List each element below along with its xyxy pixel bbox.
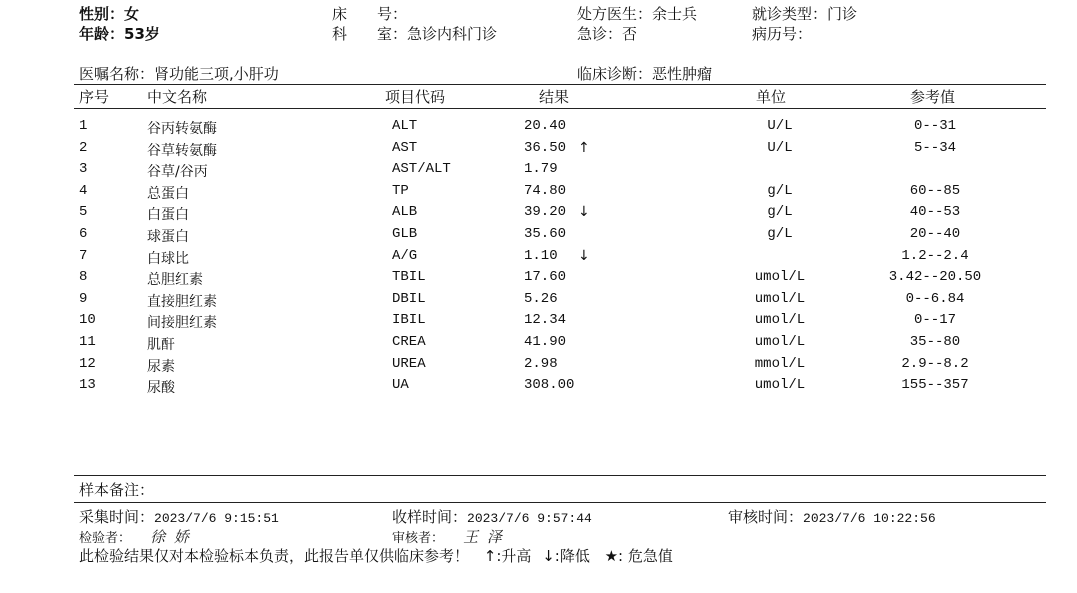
row-no: 4 — [79, 182, 88, 199]
bed-label: 床 号： — [332, 5, 408, 23]
row-name: 尿酸 — [147, 380, 175, 397]
row-ref: 155--357 — [901, 377, 969, 394]
row-unit: g/L — [767, 182, 793, 199]
row-result: 36.50 — [524, 139, 567, 156]
row-unit: umol/L — [754, 269, 806, 286]
row-no: 10 — [79, 312, 96, 329]
disclaimer-text: 此检验结果仅对本检验标本负责，此报告单仅供临床参考！ — [79, 547, 470, 565]
row-name: 谷草/谷丙 — [147, 164, 208, 181]
row-ref: 35--80 — [909, 334, 961, 350]
row-result: 1.79 — [524, 161, 558, 178]
footer-top-rule — [74, 475, 1046, 476]
row-unit: umol/L — [754, 290, 806, 307]
age-value: 53岁 — [124, 25, 160, 43]
row-code: GLB — [392, 226, 418, 242]
row-code: A/G — [392, 247, 418, 264]
row-unit: umol/L — [754, 312, 806, 329]
col-header-ref: 参考值 — [910, 88, 956, 106]
row-name: 谷丙转氨酶 — [147, 121, 217, 137]
sample-note-label: 样本备注： — [79, 481, 155, 499]
row-code: ALB — [392, 204, 418, 221]
row-name: 总胆红素 — [147, 272, 203, 289]
row-flag: ↓ — [578, 247, 590, 264]
row-code: DBIL — [392, 290, 426, 307]
row-ref: 5--34 — [913, 139, 956, 156]
record-no-label: 病历号： — [752, 25, 813, 43]
urgent-value: 否 — [622, 25, 638, 43]
reviewer-label: 审核者： — [392, 531, 445, 546]
sex-value: 女 — [124, 5, 140, 23]
visit-type-label: 就诊类型： — [752, 5, 828, 23]
row-result: 35.60 — [524, 226, 567, 242]
visit-type-value: 门诊 — [827, 5, 858, 23]
visit-type-field — [752, 3, 857, 24]
col-header-code: 项目代码 — [385, 88, 446, 106]
row-flag: ↑ — [578, 139, 590, 156]
row-name: 尿素 — [147, 358, 175, 375]
row-no: 3 — [79, 161, 88, 178]
row-result: 12.34 — [524, 312, 567, 329]
doctor-label: 处方医生： — [577, 5, 653, 23]
row-no: 13 — [79, 377, 96, 394]
row-code: ALT — [392, 118, 418, 134]
dept-field — [332, 23, 497, 44]
row-name: 白球比 — [147, 250, 189, 267]
row-unit: umol/L — [754, 334, 806, 350]
disclaimer-line — [79, 545, 673, 566]
row-ref: 0--6.84 — [905, 290, 965, 307]
row-result: 39.20 — [524, 204, 567, 221]
row-ref: 40--53 — [909, 204, 961, 221]
row-no: 2 — [79, 139, 88, 156]
row-unit: g/L — [767, 226, 793, 242]
dept-label: 科 室： — [332, 25, 408, 43]
row-code: IBIL — [392, 312, 426, 329]
row-result: 2.98 — [524, 355, 558, 372]
footer-mid-rule — [74, 502, 1046, 503]
row-ref: 1.2--2.4 — [901, 247, 969, 264]
table-header-rule — [74, 108, 1046, 109]
doctor-value: 余士兵 — [652, 5, 698, 23]
order-label: 医嘱名称： — [79, 65, 155, 83]
legend-star: ★: 危急值 — [604, 547, 673, 565]
row-result: 308.00 — [524, 377, 575, 394]
sex-field — [79, 3, 139, 24]
tester-field — [79, 526, 191, 547]
review-time-value: 2023/7/6 10:22:56 — [803, 511, 936, 526]
doctor-field — [577, 3, 697, 24]
row-unit: U/L — [767, 139, 793, 156]
row-unit: umol/L — [754, 377, 806, 394]
row-ref: 0--31 — [913, 118, 956, 134]
row-ref: 2.9--8.2 — [901, 355, 969, 372]
review-time-field — [728, 506, 936, 527]
row-no: 5 — [79, 204, 88, 221]
collect-time-value: 2023/7/6 9:15:51 — [154, 511, 279, 526]
row-unit: mmol/L — [754, 355, 806, 372]
row-unit: g/L — [767, 204, 793, 221]
col-header-name: 中文名称 — [147, 88, 208, 106]
reviewer-signature: 王 泽 — [463, 528, 504, 546]
row-no: 8 — [79, 269, 88, 286]
row-code: TBIL — [392, 269, 426, 286]
table-top-rule — [74, 84, 1046, 85]
row-result: 5.26 — [524, 290, 558, 307]
review-time-label: 审核时间： — [728, 508, 804, 526]
receive-time-field — [392, 506, 592, 527]
row-ref: 3.42--20.50 — [888, 269, 982, 286]
record-no-field — [752, 23, 812, 44]
dept-value: 急诊内科门诊 — [407, 25, 498, 43]
diagnosis-field — [577, 63, 712, 84]
legend-down: ↓:降低 — [542, 547, 590, 565]
row-no: 1 — [79, 118, 88, 134]
row-unit: U/L — [767, 118, 793, 134]
tester-label: 检验者： — [79, 531, 132, 546]
row-name: 谷草转氨酶 — [147, 142, 217, 159]
age-field — [79, 23, 160, 44]
row-result: 1.10 — [524, 247, 558, 264]
diagnosis-label: 临床诊断： — [577, 65, 653, 83]
sex-label: 性别： — [79, 5, 125, 23]
reviewer-field — [392, 526, 504, 547]
tester-signature: 徐 娇 — [150, 528, 191, 546]
row-no: 7 — [79, 247, 88, 264]
row-name: 白蛋白 — [147, 207, 189, 224]
row-code: AST — [392, 139, 418, 156]
urgent-label: 急诊： — [577, 25, 623, 43]
row-name: 总蛋白 — [147, 185, 189, 202]
legend-up: ↑:升高 — [483, 547, 532, 565]
row-no: 9 — [79, 290, 88, 307]
row-result: 74.80 — [524, 182, 567, 199]
row-flag: ↓ — [578, 204, 590, 221]
diagnosis-value: 恶性肿瘤 — [652, 65, 713, 83]
col-header-no: 序号 — [79, 88, 110, 106]
bed-field — [332, 3, 407, 24]
row-no: 11 — [79, 334, 96, 350]
receive-time-value: 2023/7/6 9:57:44 — [467, 511, 592, 526]
receive-time-label: 收样时间： — [392, 508, 468, 526]
row-result: 20.40 — [524, 118, 567, 134]
row-ref: 60--85 — [909, 182, 961, 199]
row-result: 41.90 — [524, 334, 567, 350]
row-ref: 20--40 — [909, 226, 961, 242]
col-header-result: 结果 — [539, 88, 570, 106]
urgent-field — [577, 23, 637, 44]
order-value: 肾功能三项,小肝功 — [154, 65, 279, 83]
row-no: 12 — [79, 355, 96, 372]
row-code: UA — [392, 377, 409, 394]
row-name: 肌酐 — [147, 337, 175, 353]
row-result: 17.60 — [524, 269, 567, 286]
row-code: AST/ALT — [392, 161, 451, 178]
age-label: 年龄： — [79, 25, 125, 43]
order-field — [79, 63, 279, 84]
row-code: UREA — [392, 355, 426, 372]
row-name: 球蛋白 — [147, 229, 189, 245]
collect-time-label: 采集时间： — [79, 508, 155, 526]
row-ref: 0--17 — [913, 312, 956, 329]
row-code: CREA — [392, 334, 426, 350]
row-code: TP — [392, 182, 409, 199]
row-name: 直接胆红素 — [147, 293, 217, 310]
collect-time-field — [79, 506, 279, 527]
row-no: 6 — [79, 226, 88, 242]
row-name: 间接胆红素 — [147, 315, 217, 332]
col-header-unit: 单位 — [756, 88, 787, 106]
